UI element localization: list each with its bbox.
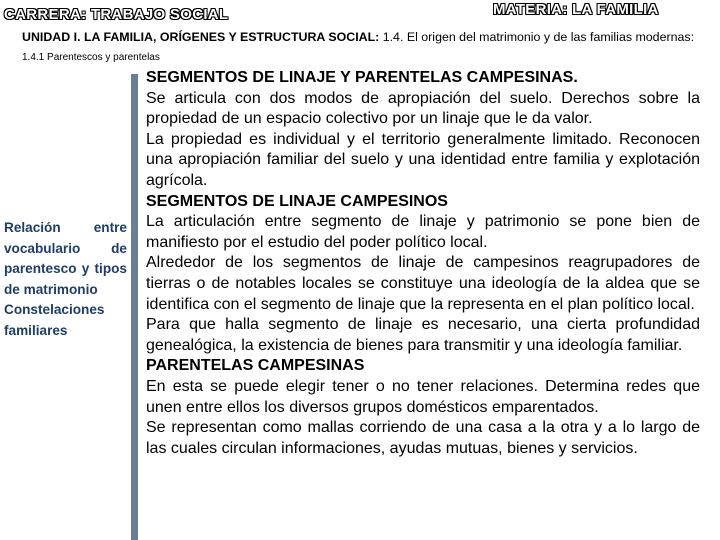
unit-text: 1.4. El origen del matrimonio y de las familias modernas: [379, 30, 695, 44]
paragraph: Se representan como mallas corriendo de una casa a la otra y a lo largo de las cuales circulan informaciones, ayudas mutuas, bienes y servicios. [146, 419, 700, 457]
section-heading: SEGMENTOS DE LINAJE Y PARENTELAS CAMPESINAS. [146, 69, 578, 86]
paragraph: La articulación entre segmento de linaje y patrimonio se pone bien de manifiesto por el estudio del poder político local. [146, 213, 700, 251]
sidebar-topics [4, 218, 127, 341]
sidebar-topic-family-constellations: Constelaciones familiares [4, 302, 105, 338]
paragraph: La propiedad es individual y el territorio generalmente limitado. Reconocen una apropiación familiar del suelo y una identidad entre familia y explotación agrícola. [146, 130, 700, 189]
career-title: CARRERA: TRABAJO SOCIAL [4, 6, 229, 23]
unit-subtopic: 1.4.1 Parentescos y parentelas [22, 52, 160, 63]
sidebar-topic-kinship-vocabulary: Relación entre vocabulario de parentesco y tipos de matrimonio [4, 220, 127, 297]
unit-label: UNIDAD I. LA FAMILIA, ORÍGENES Y ESTRUCTURA SOCIAL: [22, 30, 380, 44]
section-heading: PARENTELAS CAMPESINAS [146, 357, 365, 375]
main-content [146, 68, 700, 459]
section-heading: SEGMENTOS DE LINAJE CAMPESINOS [146, 192, 448, 210]
subject-title: MATERIA: LA FAMILIA [493, 1, 659, 18]
paragraph: En esta se puede elegir tener o no tener relaciones. Determina redes que unen entre ellos los diversos grupos domésticos emparentados. [146, 377, 700, 416]
vertical-divider [131, 74, 138, 540]
paragraph: Alrededor de los segmentos de linaje de campesinos reagrupadores de tierras o de notables locales se constituye una ideología de la aldea que se identifica con el segmento de linaje que la representa en el plan político local. [146, 254, 700, 313]
unit-heading [22, 28, 702, 67]
paragraph: Se articula con dos modos de apropiación del suelo. Derechos sobre la propiedad de un espacio colectivo por un linaje que le da valor. [146, 89, 700, 128]
paragraph: Para que halla segmento de linaje es necesario, una cierta profundidad genealógica, la existencia de bienes para transmitir y una ideología familiar. [146, 316, 700, 354]
